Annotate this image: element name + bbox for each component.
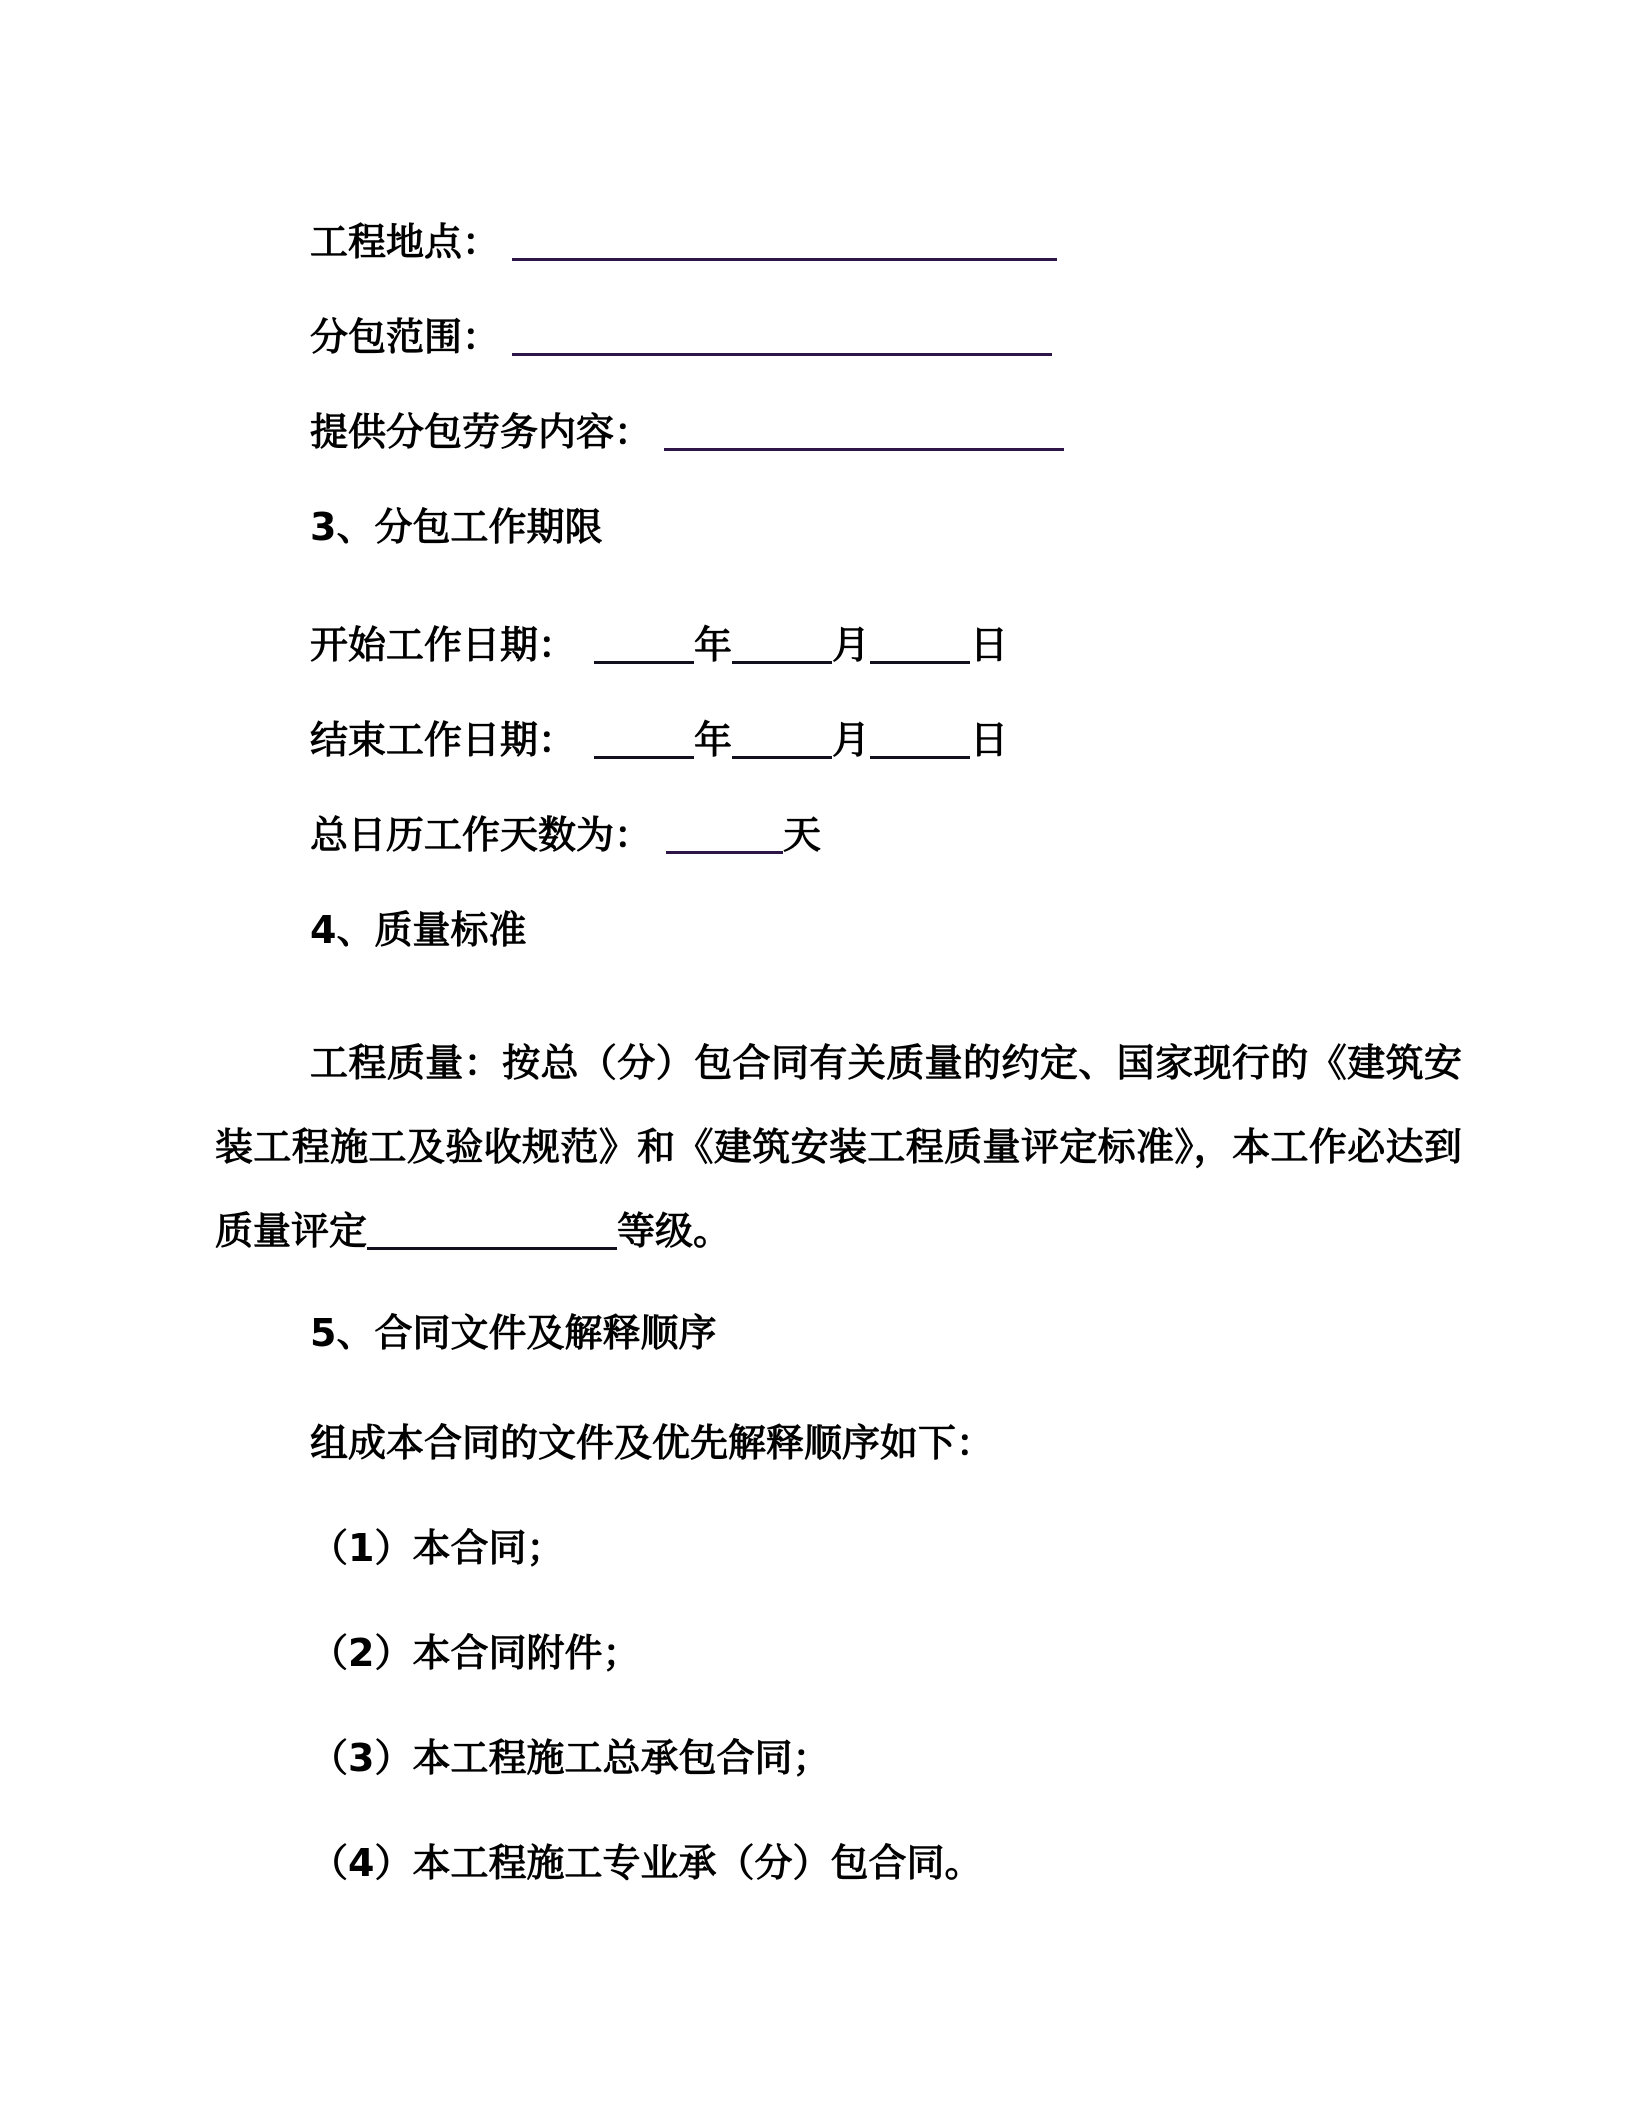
section-3-heading: [215, 503, 1462, 551]
end-date-day-unit: 日: [970, 718, 1009, 762]
section-4-heading-text: 4、质量标准: [310, 908, 527, 952]
contract-doc-item: [215, 1524, 1462, 1572]
project-location-label: 工程地点：: [310, 220, 501, 264]
total-days-row: [215, 811, 1462, 859]
contract-doc-item-4-text: （4）本工程施工专业承（分）包合同。: [310, 1841, 983, 1885]
contract-doc-item-1-text: （1）本合同；: [310, 1526, 565, 1570]
contract-doc-item: [215, 1629, 1462, 1677]
section-4-heading: [215, 906, 1462, 954]
end-date-year-unit: 年: [694, 718, 733, 762]
contract-doc-item: [215, 1839, 1462, 1887]
end-date-day-blank: [870, 722, 970, 759]
subcontract-scope-blank: [512, 319, 1052, 356]
start-date-year-unit: 年: [694, 623, 733, 667]
start-date-month-unit: 月: [832, 623, 871, 667]
start-date-day-blank: [870, 627, 970, 664]
start-date-month-blank: [732, 627, 832, 664]
end-date-month-blank: [732, 722, 832, 759]
end-date-row: [215, 716, 1462, 764]
end-date-year-blank: [594, 722, 694, 759]
contract-doc-item-3-text: （3）本工程施工总承包合同；: [310, 1736, 831, 1780]
project-location-blank: [512, 224, 1057, 261]
quality-clause-text-after: 等级。: [617, 1209, 732, 1253]
total-days-blank: [666, 817, 783, 854]
total-days-unit: 天: [783, 813, 822, 857]
contract-doc-item-2-text: （2）本合同附件；: [310, 1631, 641, 1675]
section-3-heading-text: 3、分包工作期限: [310, 505, 603, 549]
start-date-day-unit: 日: [970, 623, 1009, 667]
contract-doc-item: [215, 1734, 1462, 1782]
quality-clause-paragraph: [215, 1021, 1462, 1273]
order-intro-text: 组成本合同的文件及优先解释顺序如下：: [310, 1421, 995, 1465]
section-5-heading-text: 5、合同文件及解释顺序: [310, 1311, 717, 1355]
labor-content-row: [215, 408, 1462, 456]
start-date-row: [215, 621, 1462, 669]
section-5-heading: [215, 1309, 1462, 1357]
subcontract-scope-label: 分包范围：: [310, 315, 501, 359]
quality-clause-text-before: 工程质量：按总（分）包合同有关质量的约定、国家现行的《建筑安装工程施工及验收规范》和《建筑安装工程质量评定标准》，本工作必达到质量评定: [215, 1041, 1462, 1253]
quality-grade-blank: [367, 1213, 617, 1250]
subcontract-scope-row: [215, 313, 1462, 361]
order-intro-row: [215, 1419, 1462, 1467]
project-location-row: [215, 218, 1462, 266]
end-date-month-unit: 月: [832, 718, 871, 762]
start-date-label: 开始工作日期：: [310, 623, 577, 667]
labor-content-blank: [664, 414, 1064, 451]
end-date-label: 结束工作日期：: [310, 718, 577, 762]
start-date-year-blank: [594, 627, 694, 664]
total-days-label: 总日历工作天数为：: [310, 813, 653, 857]
labor-content-label: 提供分包劳务内容：: [310, 410, 653, 454]
